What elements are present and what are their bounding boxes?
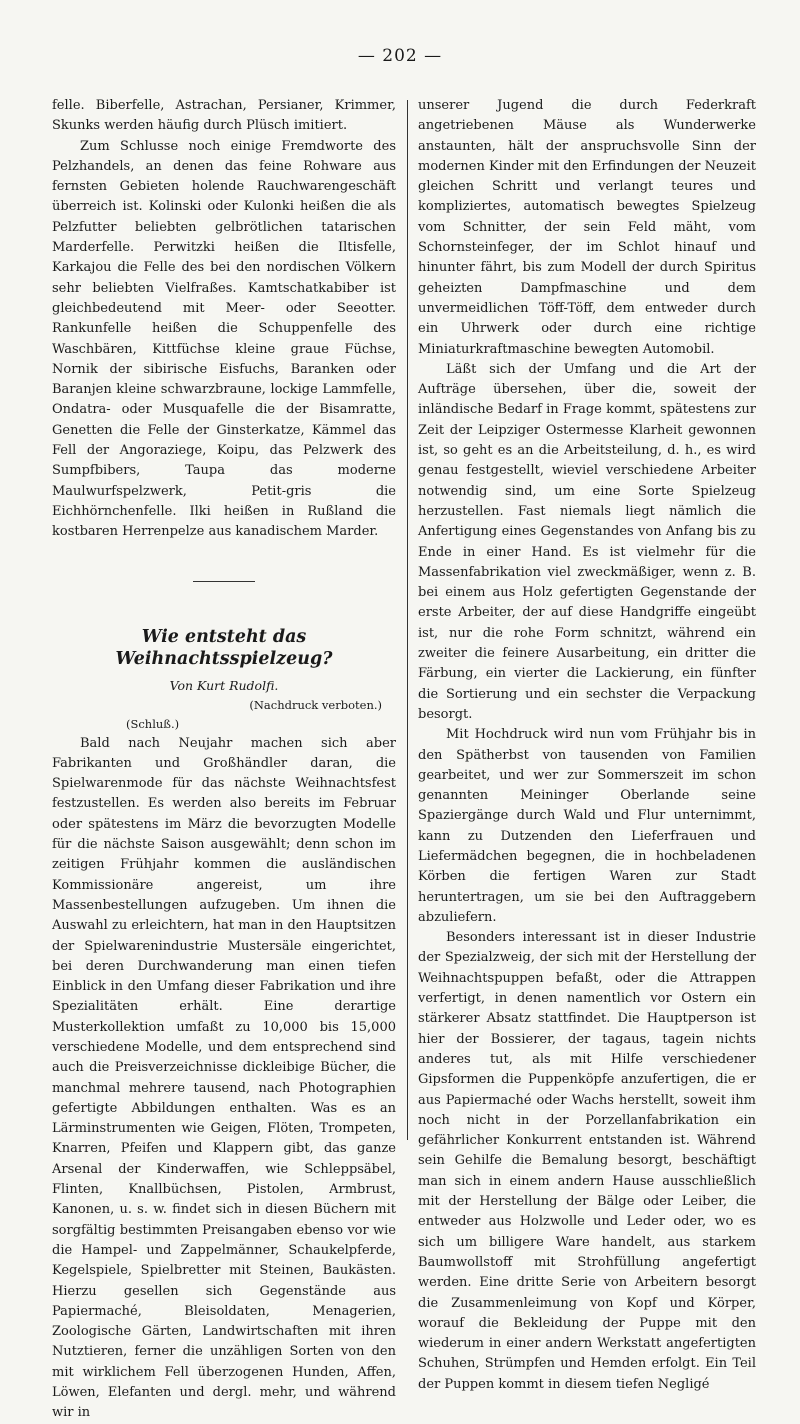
reprint-notice: (Nachdruck verboten.) bbox=[249, 697, 382, 712]
paragraph: Bald nach Neujahr machen sich aber Fabrikanten und Großhändler daran, die Spielwarenmode für das nächste Weihnachtsfest festzustellen. Es werden also bereits im Februar oder spätestens im März die bevorzugten Modelle für die nächste Saison ausgewählt; denn schon im zeitigen Frühjahr kommen die ausländischen Kommissionäre angereist, um ihre Massenbestellungen aufzugeben. Um ihnen die Auswahl zu erleichtern, hat man in den Hauptsitzen der Spielwarenindustrie Mustersäle eingerichtet, bei deren Durchwanderung man einen tiefen Einblick in den Umfang dieser Fabrikation und ihre Spezialitäten erhält. Eine derartige Musterkollektion umfaßt zu 10,000 bis 15,000 verschiedene Modelle, und dem entsprechend sind auch die Preisverzeichnisse dickleibige Bücher, die manchmal mehrere tausend, nach Photographien gefertigte Abbildungen enthalten. Was es an Lärminstrumenten wie Geigen, Flöten, Trompeten, Knarren, Pfeifen und Klappern gibt, das ganze Arsenal der Kinderwaffen, wie Schleppsäbel, Flinten, Knallbüchsen, Pistolen, Armbrust, Kanonen, u. s. w. findet sich in diesen Büchern mit sorgfältig bestimmten Preisangaben ebenso vor wie die Hampel- und Zappelmänner, Schaukelpferde, Kegelspiele, Spielbretter mit Steinen, Baukästen. Hierzu gesellen sich Gegenstände aus Papiermaché, Bleisoldaten, Menagerien, Zoologische Gärten, Landwirtschaften mit ihren Nutztieren, ferner die unzähligen Sorten von den mit wirklichem Fell überzogenen Hunden, Affen, Löwen, Elefanten und dergl. mehr, und während wir in bbox=[52, 735, 396, 1421]
paragraph: Besonders interessant ist in dieser Industrie der Spezialzweig, der sich mit der Herstellung der Weihnachtspuppen befaßt, oder die Attrappen verfertigt, in denen namentlich vor Ostern ein stärkerer Absatz stattfindet. Die Hauptperson ist hier der Bossierer, der tagaus, tagein nichts anderes tut, als mit Hilfe verschiedener Gipsformen die Puppenköpfe anzufertigen, die er aus Papiermaché oder Wachs herstellt, soweit ihm noch nicht in der Porzellanfabrikation ein gefährlicher Konkurrent entstanden ist. Während sein Gehilfe die Bemalung besorgt, beschäftigt man sich in einem andern Hause ausschließlich mit der Herstellung der Bälge oder Leiber, die entweder aus Holzwolle und Leder oder, wo es sich um billigere Ware handelt, aus starkem Baumwollstoff mit Strohfüllung angefertigt werden. Eine dritte Serie von Arbeitern besorgt die Zusammenleimung von Kopf und Körper, worauf die Bekleidung der Puppe mit den wiederum in einer andern Werkstatt angefertigten Schuhen, Strümpfen und Hemden erfolgt. Ein Teil der Puppen kommt in diesem tiefen Negligé bbox=[418, 930, 756, 1392]
continuation-label: (Schluß.) bbox=[126, 716, 180, 731]
paragraph: Mit Hochdruck wird nun vom Frühjahr bis in den Spätherbst von tausenden von Familien gearbeitet, und wer zur Sommerszeit im schon genannten Meininger Oberlande seine Spaziergänge durch Wald und Flur unternimmt, kann zu Dutzenden den Lieferfrauen und Liefermädchen begegnen, die in hochbeladenen Körben die fertigen Waren zur Stadt heruntertragen, um sie bei den Auftraggebern abzuliefern. bbox=[418, 727, 756, 925]
left-column bbox=[52, 96, 396, 1424]
paragraph: unserer Jugend die durch Federkraft angetriebenen Mäuse als Wunderwerke anstaunten, hält der anspruchsvolle Sinn der modernen Kinder mit den Erfindungen der Neuzeit gleichen Schritt und verlangt teures und kompliziertes, automatisch bewegtes Spielzeug vom Schnitter, der sein Feld mäht, vom Schornsteinfeger, der im Schlot hinauf und hinunter fährt, bis zum Modell der durch Spiritus geheizten Dampfmaschine und dem unvermeidlichen Töff-Töff, dem entweder durch ein Uhrwerk oder durch eine richtige Miniaturkraftmaschine bewegten Automobil. bbox=[418, 98, 756, 357]
section-divider bbox=[193, 581, 255, 582]
article-title: Wie entsteht das Weihnachtsspielzeug? bbox=[115, 626, 333, 669]
article-author: Von Kurt Rudolfi. bbox=[169, 677, 279, 693]
paragraph: Zum Schlusse noch einige Fremdworte des Pelzhandels, an denen das feine Rohware aus fernsten Gebieten holende Rauchwarengeschäft überreich ist. Kolinski oder Kulonki heißen die als Pelzfutter beliebten gelbrötlichen tatarischen Marderfelle. Perwitzki heißen die Iltisfelle, Karkajou die Felle des bei den nordischen Völkern sehr beliebten Vielfraßes. Kamtschatkabiber ist gleichbedeutend mit Meer- oder Seeotter. Rankunfelle heißen die Schuppenfelle des Waschbären, Kittfüchse kleine graue Füchse, Nornik der sibirische Eisfuchs, Baranken oder Baranjen kleine schwarzbraune, lockige Lammfelle, Ondatra- oder Musquafelle die der Bisamratte, Genetten die Felle der Ginsterkatze, Kämmel das Fell der Angoraziege, Koipu, das Pelzwerk des Sumpfbibers, Taupa das moderne Maulwurfspelzwerk, Petit-gris die Eichhörnchenfelle. Ilki heißen in Rußland die kostbaren Herrenpelze aus kanadischem Marder. bbox=[52, 138, 396, 540]
page-number: — 202 — bbox=[357, 46, 443, 66]
paragraph: Läßt sich der Umfang und die Art der Aufträge übersehen, über die, soweit der inländische Bedarf in Frage kommt, spätestens zur Zeit der Leipziger Ostermesse Klarheit gewonnen ist, so geht es an die Arbeitsteilung, d. h., es wird genau festgestellt, wieviel verschiedene Arbeiter notwendig sind, um eine Sorte Spielzeug herzustellen. Fast niemals liegt nämlich die Anfertigung eines Gegenstandes von Anfang bis zu Ende in einer Hand. Es ist vielmehr für die Massenfabrikation viel zweckmäßiger, wenn z. B. bei einem aus Holz gefertigten Gegenstande der erste Arbeiter, der auf diese Handgriffe eingeübt ist, nur die rohe Form schnitzt, während ein zweiter die feinere Ausarbeitung, ein dritter die Färbung, ein vierter die Lackierung, ein fünfter die Sortierung und ein sechster die Verpackung besorgt. bbox=[418, 361, 756, 722]
column-rule bbox=[407, 100, 408, 1140]
right-column bbox=[418, 96, 756, 1395]
paragraph: felle. Biberfelle, Astrachan, Persianer, Krimmer, Skunks werden häufig durch Plüsch imitiert. bbox=[52, 98, 396, 134]
